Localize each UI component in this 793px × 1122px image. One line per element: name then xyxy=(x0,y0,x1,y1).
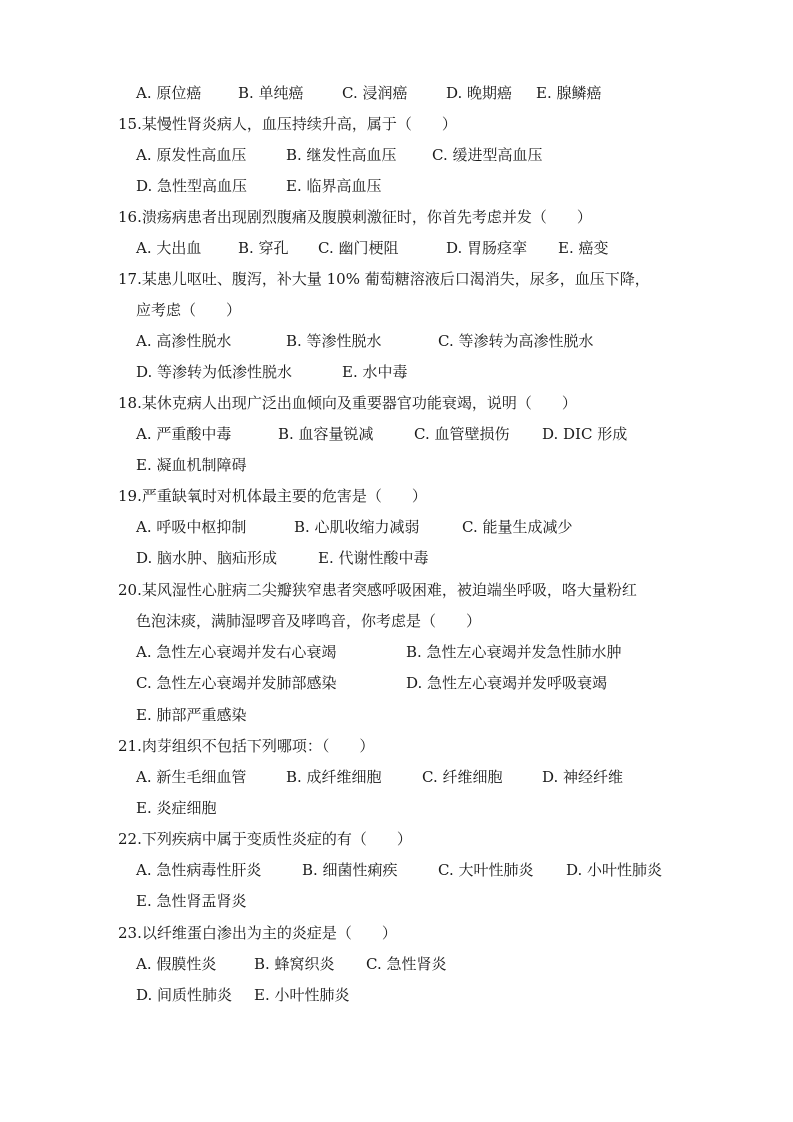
answer-option: B. 血容量锐减 xyxy=(278,425,374,443)
answer-option: A. 新生毛细血管 xyxy=(136,768,247,786)
options-row xyxy=(0,985,793,1005)
answer-option: C. 急性肾炎 xyxy=(366,955,447,973)
question-stem: 17.某患儿呕吐、腹泻，补大量 10% 葡萄糖溶液后口渴消失，尿多，血压下降， xyxy=(118,270,650,288)
options-row xyxy=(0,798,793,818)
answer-option: A. 高渗性脱水 xyxy=(136,332,232,350)
answer-option: B. 心肌收缩力减弱 xyxy=(294,518,420,536)
answer-option: D. 脑水肿、脑疝形成 xyxy=(136,549,278,567)
answer-option: E. 临界高血压 xyxy=(286,177,382,195)
answer-option: C. 急性左心衰竭并发肺部感染 xyxy=(136,674,337,692)
answer-option: A. 严重酸中毒 xyxy=(136,425,232,443)
answer-option: E. 癌变 xyxy=(558,239,609,257)
answer-option: D. 急性左心衰竭并发呼吸衰竭 xyxy=(406,674,608,692)
answer-option: B. 成纤维细胞 xyxy=(286,768,382,786)
answer-option: A. 原发性高血压 xyxy=(136,146,247,164)
answer-option: B. 单纯癌 xyxy=(238,84,304,102)
answer-option: D. DIC 形成 xyxy=(542,425,628,443)
options-row xyxy=(0,331,793,351)
answer-option: D. 急性型高血压 xyxy=(136,177,248,195)
answer-option: A. 急性左心衰竭并发右心衰竭 xyxy=(136,643,337,661)
question-stem: 21.肉芽组织不包括下列哪项：（ ） xyxy=(118,737,375,755)
answer-option: D. 间质性肺炎 xyxy=(136,986,233,1004)
options-row xyxy=(0,642,793,662)
answer-option: A. 假膜性炎 xyxy=(136,955,217,973)
options-row xyxy=(0,954,793,974)
answer-option: E. 小叶性肺炎 xyxy=(254,986,350,1004)
answer-option: C. 能量生成减少 xyxy=(462,518,573,536)
answer-option: D. 晚期癌 xyxy=(446,84,513,102)
question-stem-continuation: 色泡沫痰，满肺湿啰音及哮鸣音，你考虑是（ ） xyxy=(136,612,482,630)
answer-option: E. 肺部严重感染 xyxy=(136,706,247,724)
answer-option: B. 继发性高血压 xyxy=(286,146,397,164)
answer-option: B. 蜂窝织炎 xyxy=(254,955,335,973)
answer-option: B. 急性左心衰竭并发急性肺水肿 xyxy=(406,643,622,661)
question-stem: 19.严重缺氧时对机体最主要的危害是（ ） xyxy=(118,487,427,505)
answer-option: B. 等渗性脱水 xyxy=(286,332,382,350)
answer-option: D. 等渗转为低渗性脱水 xyxy=(136,363,293,381)
answer-option: C. 幽门梗阻 xyxy=(318,239,399,257)
options-row xyxy=(0,517,793,537)
answer-option: D. 小叶性肺炎 xyxy=(566,861,663,879)
question-stem: 20.某风湿性心脏病二尖瓣狭窄患者突感呼吸困难，被迫端坐呼吸，咯大量粉红 xyxy=(118,581,637,599)
options-row xyxy=(0,548,793,568)
answer-option: E. 急性肾盂肾炎 xyxy=(136,892,247,910)
answer-option: C. 缓进型高血压 xyxy=(432,146,543,164)
answer-option: C. 大叶性肺炎 xyxy=(438,861,534,879)
question-stem: 16.溃疡病患者出现剧烈腹痛及腹膜刺激征时，你首先考虑并发（ ） xyxy=(118,208,592,226)
question-stem-continuation: 应考虑（ ） xyxy=(136,301,242,319)
options-row xyxy=(0,860,793,880)
options-row xyxy=(0,891,793,911)
answer-option: A. 急性病毒性肝炎 xyxy=(136,861,262,879)
options-row xyxy=(0,455,793,475)
answer-option: E. 水中毒 xyxy=(342,363,408,381)
options-row xyxy=(0,362,793,382)
question-stem: 22.下列疾病中属于变质性炎症的有（ ） xyxy=(118,830,412,848)
answer-option: D. 胃肠痉挛 xyxy=(446,239,528,257)
options-row xyxy=(0,238,793,258)
options-row xyxy=(0,424,793,444)
answer-option: A. 原位癌 xyxy=(136,84,202,102)
options-row xyxy=(0,145,793,165)
options-row xyxy=(0,176,793,196)
question-stem: 23.以纤维蛋白渗出为主的炎症是（ ） xyxy=(118,924,397,942)
options-row xyxy=(0,705,793,725)
answer-option: B. 细菌性痢疾 xyxy=(302,861,398,879)
answer-option: C. 等渗转为高渗性脱水 xyxy=(438,332,594,350)
options-row xyxy=(0,83,793,103)
question-stem: 18.某休克病人出现广泛出血倾向及重要器官功能衰竭，说明（ ） xyxy=(118,394,577,412)
answer-option: E. 腺鳞癌 xyxy=(536,84,602,102)
options-row xyxy=(0,767,793,787)
answer-option: A. 大出血 xyxy=(136,239,202,257)
answer-option: A. 呼吸中枢抑制 xyxy=(136,518,247,536)
question-stem: 15.某慢性肾炎病人，血压持续升高，属于（ ） xyxy=(118,115,457,133)
answer-option: C. 血管壁损伤 xyxy=(414,425,510,443)
answer-option: D. 神经纤维 xyxy=(542,768,624,786)
answer-option: C. 浸润癌 xyxy=(342,84,408,102)
answer-option: E. 炎症细胞 xyxy=(136,799,217,817)
answer-option: E. 凝血机制障碍 xyxy=(136,456,247,474)
answer-option: B. 穿孔 xyxy=(238,239,289,257)
answer-option: E. 代谢性酸中毒 xyxy=(318,549,429,567)
options-row xyxy=(0,673,793,693)
answer-option: C. 纤维细胞 xyxy=(422,768,503,786)
